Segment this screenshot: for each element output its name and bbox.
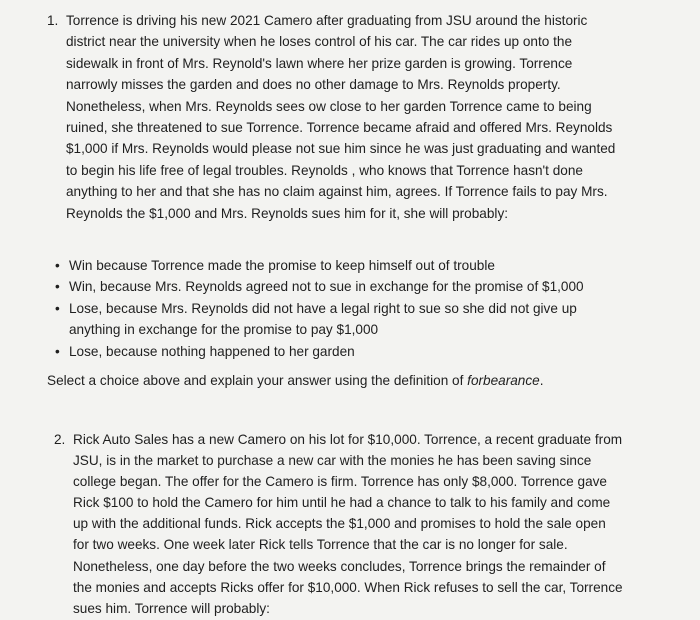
question-1-number: 1. xyxy=(47,13,59,28)
question-2 xyxy=(54,429,624,619)
instruction-suffix: . xyxy=(539,373,544,388)
bullet-icon: • xyxy=(55,343,60,359)
option-item xyxy=(47,255,617,276)
question-2-text: Rick Auto Sales has a new Camero on his lot for $10,000. Torrence, a recent graduate from JSU, is in the market to purchase a new car with the monies he has been saving since college began. The offer for the Camero is firm. Torrence has only $8,000. Torrence gave Rick $100 to hold the Camero for him until he had a chance to talk to his family and come up with the additional funds. Rick accepts the $1,000 and promises to hold the sale open for two weeks. One week later Rick tells Torrence that the car is no longer for sale. Nonetheless, one day before the two weeks concludes, Torrence brings the remainder of the monies and accepts Ricks offer for $10,000. When Rick refuses to sell the car, Torrence sues him. Torrence will probably: xyxy=(73,432,623,616)
bullet-icon: • xyxy=(55,300,60,316)
instruction-term: forbearance xyxy=(467,373,540,388)
question-2-number: 2. xyxy=(54,432,66,447)
question-1-options xyxy=(47,255,617,362)
option-item xyxy=(47,276,617,297)
option-item xyxy=(47,341,617,362)
option-text: Win because Torrence made the promise to keep himself out of trouble xyxy=(69,258,495,273)
bullet-icon: • xyxy=(55,279,60,295)
question-1-instruction xyxy=(47,370,544,391)
option-text: Lose, because nothing happened to her garden xyxy=(69,343,355,359)
option-item xyxy=(47,298,617,341)
option-text: Lose, because Mrs. Reynolds did not have a legal right to sue so she did not give up anything in exchange for the promise to pay $1,000 xyxy=(69,300,577,338)
question-1 xyxy=(47,10,617,224)
option-text: Win, because Mrs. Reynolds agreed not to sue in exchange for the promise of $1,000 xyxy=(69,279,584,295)
question-1-text: Torrence is driving his new 2021 Camero after graduating from JSU around the historic district near the university when he loses control of his car. The car rides up onto the sidewalk in front of Mrs. Reynold's lawn where her prize garden is growing. Torrence narrowly misses the garden and does no other damage to Mrs. Reynolds property. Nonetheless, when Mrs. Reynolds sees ow close to her garden Torrence came to being ruined, she threatened to sue Torrence. Torrence became afraid and offered Mrs. Reynolds $1,000 if Mrs. Reynolds would please not sue him since he was just graduating and wanted to begin his life free of legal troubles. Reynolds , who knows that Torrence hasn't done anything to her and that she has no claim against him, agrees. If Torrence fails to pay Mrs. Reynolds the $1,000 and Mrs. Reynolds sues him for it, she will probably: xyxy=(66,13,616,221)
instruction-prefix: Select a choice above and explain your answer using the definition of xyxy=(47,373,468,388)
bullet-icon: • xyxy=(55,258,60,273)
